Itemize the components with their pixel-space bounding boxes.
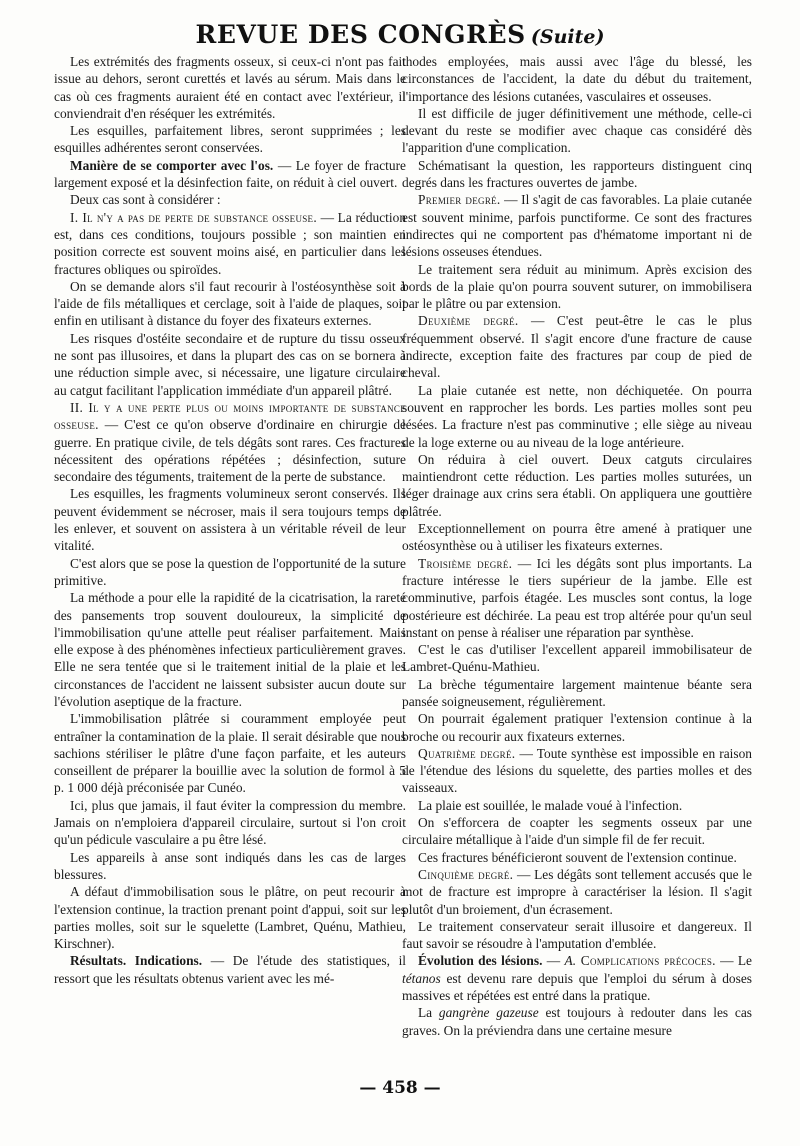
paragraph-text: On se demande alors s'il faut recourir à l'ostéosynthèse soit à l'aide de fils métalliques et cerclage, soit à l'aide de plaques, soit enfin en utilisant à distance du foyer des fixateurs externes. xyxy=(54,278,406,329)
paragraph-text: C'est le cas d'utiliser l'excellent appareil immobilisateur de Lambret-Quénu-Mathieu. xyxy=(402,642,752,675)
paragraph-text: Les risques d'ostéite secondaire et de rupture du tissu osseux ne sont pas illusoires, et dans la plupart des cas on se bornera à une réduction simple avec, si nécessaire, une ligature circulaire au catgut facilitant l'application immédiate d'un appareil plâtré. xyxy=(54,330,406,398)
paragraph-text: La plaie est souillée, le malade voué à l'infection. xyxy=(418,797,683,813)
paragraph-text: est toujours à redouter dans les cas graves. On la préviendra dans une certaine mesure xyxy=(402,1005,752,1038)
paragraph-text: Ces fractures bénéficieront souvent de l'extension continue. xyxy=(418,849,737,865)
italic-text: tétanos xyxy=(402,970,441,986)
paragraph xyxy=(402,952,752,1004)
paragraph-text: C'est alors que se pose la question de l'opportunité de la suture primitive. xyxy=(54,555,406,588)
paragraph-text: Les extrémités des fragments osseux, si ceux-ci n'ont pas fait issue au dehors, seront curettés et lavés au sérum. Mais dans le cas où ces fragments auraient été en contact avec l'extérieur, il conviendrait d'en réséquer les extrémités. xyxy=(54,54,406,121)
paragraph xyxy=(54,399,406,485)
section-heading: Troisième degré. xyxy=(418,555,513,571)
paragraph xyxy=(402,710,752,745)
paragraph xyxy=(402,312,752,381)
paragraph-text: — Le foyer de fracture largement exposé et la désinfection faite, on réduit à ciel ouvert. xyxy=(54,157,406,191)
paragraph-text: — Les dégâts sont tellement accusés que le mot de fracture est impropre à caractériser la lésion. Il s'agit plutôt d'un broiement, d'un écrasement. xyxy=(402,866,753,917)
paragraph xyxy=(54,278,406,330)
paragraph xyxy=(402,641,752,676)
paragraph-text: On s'efforcera de coapter les segments osseux par une circulaire métallique à l'aide d'un simple fil de fer recuit. xyxy=(402,815,752,848)
paragraph-text: Schématisant la question, les rapporteurs distinguent cinq degrés dans les fractures ouvertes de jambe. xyxy=(402,157,752,191)
paragraph xyxy=(402,53,752,105)
page-number: — 458 — xyxy=(359,1078,441,1098)
paragraph-text: La plaie cutanée est nette, non déchiquetée. On pourra souvent en rapprocher les bords. Les parties molles sont peu lésées. La fracture n'est pas comminutive ; elle siège au niveau de la loge externe ou au niveau de la loge antérieure. xyxy=(402,382,752,450)
paragraph-text: Exceptionnellement on pourra être amené à pratiquer une ostéosynthèse ou à utiliser les fixateurs externes. xyxy=(402,521,752,554)
paragraph xyxy=(54,710,406,796)
paragraph xyxy=(402,555,752,641)
paragraph xyxy=(54,555,406,590)
paragraph-heading: Résultats. Indications. xyxy=(70,953,203,969)
paragraph-text: Deux cas sont à considérer : xyxy=(70,192,221,208)
paragraph xyxy=(402,797,752,814)
paragraph-text: Les esquilles, les fragments volumineux seront conservés. Ils peuvent évidemment se nécroser, mais il sera toujours temps de les enlever, et souvent on assistera à un véritable réveil de leur vitalité. xyxy=(54,486,406,554)
paragraph-text: — Il s'agit de cas favorables. La plaie cutanée est souvent minime, parfois punctiforme. Ce sont des fractures indirectes qui ne comportent pas d'hématome important ni de lésions osseuses étendues. xyxy=(402,192,752,260)
paragraph-text: On réduira à ciel ouvert. Deux catguts circulaires maintiendront cette réduction. Les parties molles suturées, un léger drainage aux crins sera établi. On appliquera une gouttière plâtrée. xyxy=(402,451,752,519)
paragraph-text: Il est difficile de juger définitivement une méthode, celle-ci devant du reste se modifier avec chaque cas considéré dès l'apparition d'une complication. xyxy=(402,105,752,156)
paragraph-text: Le traitement sera réduit au minimum. Après excision des bords de la plaie qu'on pourra souvent suturer, on immobilisera par le plâtre ou par extension. xyxy=(402,261,752,312)
paragraph-text: L'immobilisation plâtrée si couramment employée peut entraîner la contamination de la plaie. Il serait désirable que nous sachions stériliser le plâtre d'une façon parfaite, et les auteurs conseillent de préparer la bouillie avec la solution de formol à 5 p. 1 000 déjà préconisée par Cunéo. xyxy=(54,711,406,796)
paragraph-text: La brèche tégumentaire largement maintenue béante sera pansée soigneusement, régulièrement. xyxy=(402,676,752,709)
paragraph xyxy=(402,520,752,555)
paragraph xyxy=(54,952,406,987)
section-heading: Deuxième degré. xyxy=(418,313,519,329)
paragraph xyxy=(54,209,406,278)
paragraph-text: — Le xyxy=(715,953,753,969)
paragraph-text: Ici, plus que jamais, il faut éviter la compression du membre. Jamais on n'emploiera d'appareil circulaire, surtout si l'on croit qu'un pédicule vasculaire a pu être lésé. xyxy=(54,797,406,848)
paragraph-text: — C'est peut-être le cas le plus fréquemment observé. Il s'agit encore d'une fracture de cause indirecte, exception faite des fractures par coup de pied de cheval. xyxy=(402,313,752,381)
header-title: REVUE DES CONGRÈS xyxy=(195,20,526,49)
paragraph xyxy=(402,918,752,953)
left-column xyxy=(54,53,406,987)
paragraph xyxy=(54,157,406,192)
paragraph xyxy=(54,330,406,399)
paragraph xyxy=(402,849,752,866)
paragraph-text: Le traitement conservateur serait illusoire et dangereux. Il faut savoir se résoudre à l'amputation d'emblée. xyxy=(402,918,752,952)
section-heading: Cinquième degré. xyxy=(418,866,514,882)
paragraph-text: La méthode a pour elle la rapidité de la cicatrisation, la rareté des pansements trop souvent douloureux, la simplicité de l'immobilisation qu'une attelle peut réaliser parfaitement. Mais elle expose à des phénomènes infectieux particulièrement graves. Elle ne sera tentée que si le traitement initial de la plaie et les circonstances de l'accident ne laissent subsister aucun doute sur l'évolution aseptique de la fracture. xyxy=(54,590,406,709)
paragraph xyxy=(402,261,752,313)
paragraph-text: — De l'étude des statistiques, il ressort que les résultats obtenus varient avec les mé- xyxy=(54,953,407,986)
paragraph-text: Les esquilles, parfaitement libres, seront supprimées ; les esquilles adhérentes seront conservées. xyxy=(54,123,406,156)
paragraph-text: est devenu rare depuis que l'emploi du sérum à doses massives et répétées est entré dans la pratique. xyxy=(402,970,752,1004)
header-suite: (Suite) xyxy=(530,26,605,48)
paragraph xyxy=(402,191,752,260)
paragraph-heading: Manière de se comporter avec l'os. xyxy=(70,157,274,173)
paragraph xyxy=(402,814,752,849)
paragraph xyxy=(54,589,406,710)
paragraph xyxy=(54,883,406,952)
paragraph-text: — C'est ce qu'on observe d'ordinaire en chirurgie de guerre. En pratique civile, de tels dégâts sont rares. Ces fractures nécessitent des opérations répétées ; désinfection, suture secondaire des téguments, traitement de la perte de substance. xyxy=(54,417,406,485)
section-heading: I. Il n'y a pas de perte de substance osseuse. xyxy=(70,209,318,225)
paragraph xyxy=(402,382,752,451)
paragraph-text: thodes employées, mais aussi avec l'âge du blessé, les circonstances de l'accident, la date du début du traitement, l'importance des lésions cutanées, vasculaires et osseuses. xyxy=(402,54,752,104)
paragraph xyxy=(54,122,406,157)
paragraph xyxy=(402,105,752,157)
italic-text: A. xyxy=(564,953,577,969)
paragraph-text: Les appareils à anse sont indiqués dans les cas de larges blessures. xyxy=(54,849,406,882)
paragraph xyxy=(402,451,752,520)
paragraph-heading: Évolution des lésions. xyxy=(418,953,543,969)
paragraph-text: On pourrait également pratiquer l'extension continue à la broche ou recourir aux fixateurs externes. xyxy=(402,711,752,744)
paragraph-text: La xyxy=(418,1005,439,1021)
section-heading: Complications précoces. xyxy=(576,953,716,969)
paragraph xyxy=(54,191,406,208)
paragraph-text: — Toute synthèse est impossible en raison de l'étendue des lésions du squelette, des parties molles et des vaisseaux. xyxy=(402,745,752,796)
right-column xyxy=(402,53,752,1039)
paragraph xyxy=(54,797,406,849)
paragraph-text: A défaut d'immobilisation sous le plâtre, on peut recourir à l'extension continue, la traction prenant point d'appui, soit sur les parties molles, soit sur le squelette (Lambret, Quénu, Mathieu, Kirschner). xyxy=(54,884,406,952)
paragraph-text: — xyxy=(542,953,565,969)
italic-text: gangrène gazeuse xyxy=(438,1005,539,1021)
paragraph xyxy=(402,866,752,918)
paragraph xyxy=(402,157,752,192)
page-header xyxy=(0,20,800,49)
paragraph xyxy=(54,849,406,884)
section-heading: II. Il y a une perte plus ou moins importante de substance osseuse. xyxy=(54,399,406,433)
section-heading: Quatrième degré. xyxy=(418,745,516,761)
paragraph xyxy=(402,676,752,711)
paragraph xyxy=(402,1004,752,1039)
paragraph-text: — La réduction est, dans ces conditions, toujours possible ; son maintien en position correcte est souvent moins aisé, en particulier dans les fractures obliques ou spiroïdes. xyxy=(54,209,407,277)
paragraph xyxy=(54,485,406,554)
section-heading: Premier degré. xyxy=(418,192,501,208)
paragraph xyxy=(54,53,406,122)
paragraph-text: — Ici les dégâts sont plus importants. La fracture intéresse le tiers supérieur de la jambe. Elle est comminutive, parfois étagée. Les muscles sont contus, la loge postérieure est déchirée. La peau est trop altérée pour qu'un seul instant on pense à réaliser une réparation par synthèse. xyxy=(402,555,752,640)
paragraph xyxy=(402,745,752,797)
